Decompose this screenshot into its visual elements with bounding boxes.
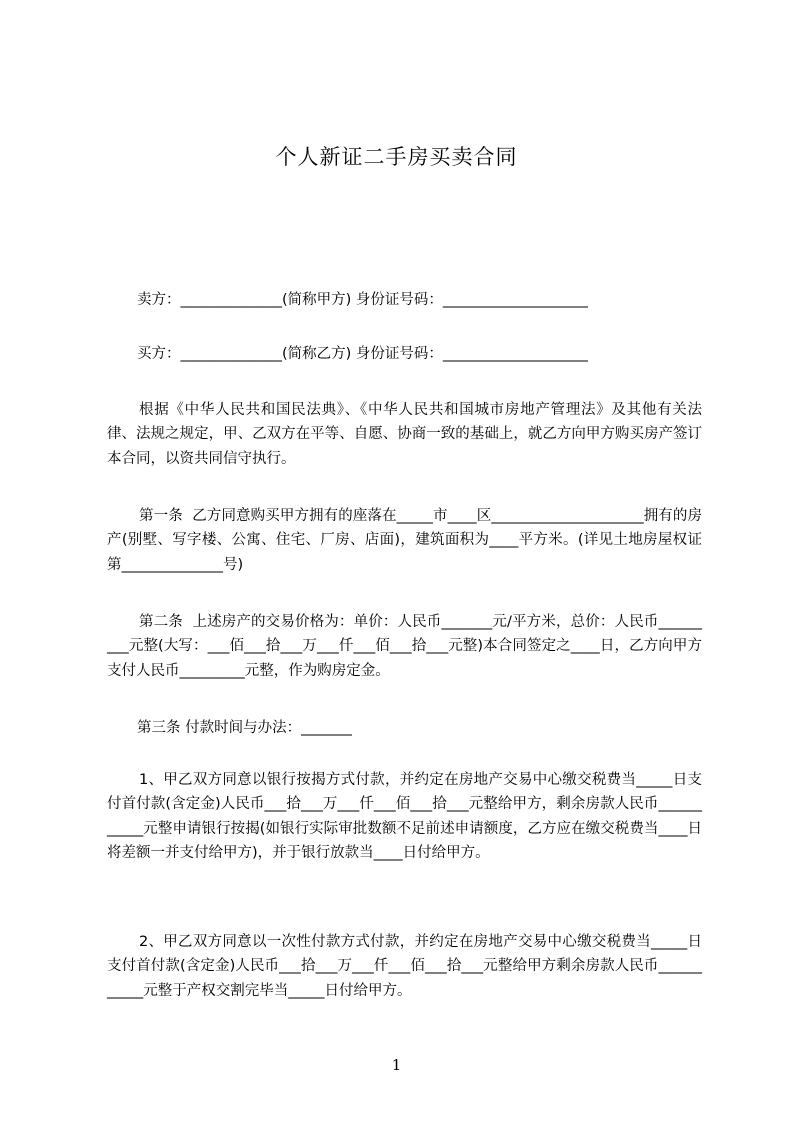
page-number: 1: [391, 1056, 402, 1074]
article-2-paragraph: 第二条 上述房产的交易价格为：单价：人民币_______元/平方米，总价：人民币_________元整(大写：___佰___拾___万___仟___佰___拾___元整)本合同签定之____日，乙方向甲方支付人民币_________元整，作为购房定金。: [107, 614, 702, 679]
preamble-paragraph: 根据《中华人民共和国民法典》、《中华人民共和国城市房地产管理法》及其他有关法律、法规之规定，甲、乙双方在平等、自愿、协商一致的基础上，就乙方向甲方购买房产签订本合同，以资共同信守执行。: [107, 402, 702, 467]
buyer-line: 买方：______________(简称乙方) 身份证号码：____________________: [137, 346, 588, 362]
article-1-paragraph: 第一条 乙方同意购买甲方拥有的座落在_____市____区_____________________拥有的房产(别墅、写字楼、公寓、住宅、厂房、店面)，建筑面积为____平方米。(详见土地房屋权证第______________号): [107, 508, 702, 573]
clause-3-1-paragraph: 1、甲乙双方同意以银行按揭方式付款，并约定在房地产交易中心缴交税费当_____日支付首付款(含定金)人民币___拾___万___仟___佰___拾___元整给甲方，剩余房款人民币___________元整申请银行按揭(如银行实际审批数额不足前述申请额度，乙方应在缴交税费当____日将差额一并支付给甲方)，并于银行放款当____日付给甲方。: [107, 772, 702, 862]
seller-line: 卖方：______________(简称甲方) 身份证号码：____________________: [137, 292, 588, 308]
clause-3-2-paragraph: 2、甲乙双方同意以一次性付款方式付款，并约定在房地产交易中心缴交税费当_____日支付首付款(含定金)人民币___拾___万___仟___佰___拾___元整给甲方剩余房款人民币___________元整于产权交割完毕当_____日付给甲方。: [107, 934, 702, 999]
article-3-heading: 第三条 付款时间与办法：_______: [137, 720, 352, 736]
document-title: 个人新证二手房买卖合同: [275, 145, 518, 169]
